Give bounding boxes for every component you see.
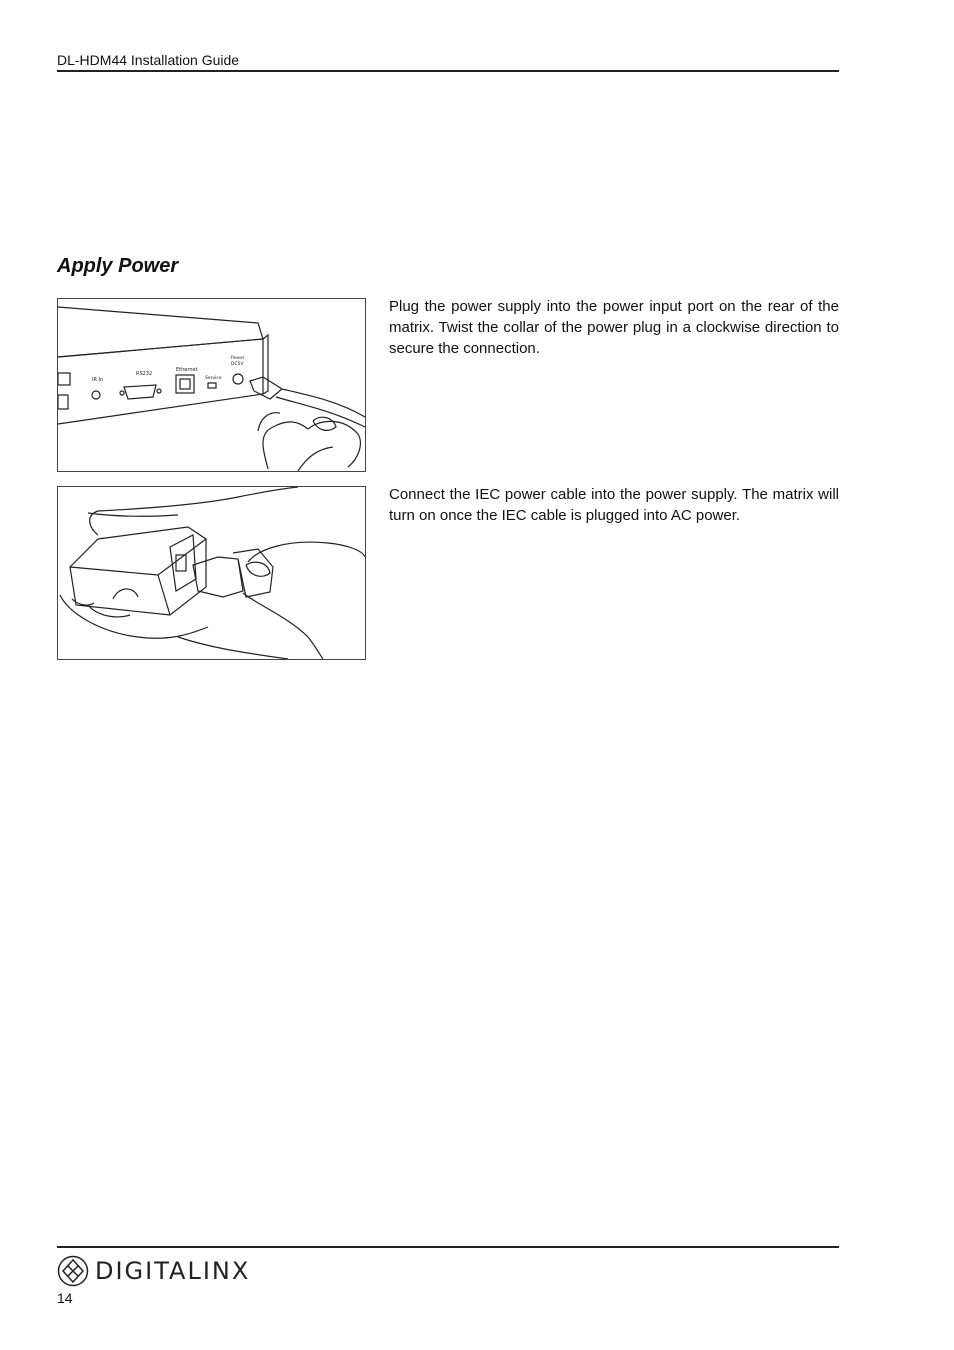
ir-in-label: IR In: [92, 377, 104, 383]
power-supply-illustration: [57, 486, 366, 660]
page-number: 14: [57, 1290, 73, 1306]
step-1-text: Plug the power supply into the power input port on the rear of the matrix. Twist the collar of the power plug in a clockwise direction to secure the connection.: [389, 298, 839, 357]
header-title: DL-HDM44 Installation Guide: [57, 52, 240, 68]
digitalinx-logo: [57, 1255, 250, 1287]
service-label: Service: [205, 376, 222, 381]
dc5v-label: DC5V: [231, 362, 244, 367]
logo-text: DIGITALINX: [95, 1257, 251, 1285]
digitalinx-logo-icon: [57, 1255, 89, 1287]
section-title: Apply Power: [57, 255, 179, 277]
header-divider: [57, 70, 839, 72]
rear-panel-illustration: [57, 298, 366, 472]
rs232-label: RS232: [136, 371, 153, 377]
ethernet-label: Ethernet: [176, 367, 198, 373]
footer-divider: [57, 1246, 839, 1248]
power-label: Power: [231, 356, 245, 361]
step-2-text: Connect the IEC power cable into the power supply. The matrix will turn on once the IEC cable is plugged into AC power.: [389, 486, 839, 524]
